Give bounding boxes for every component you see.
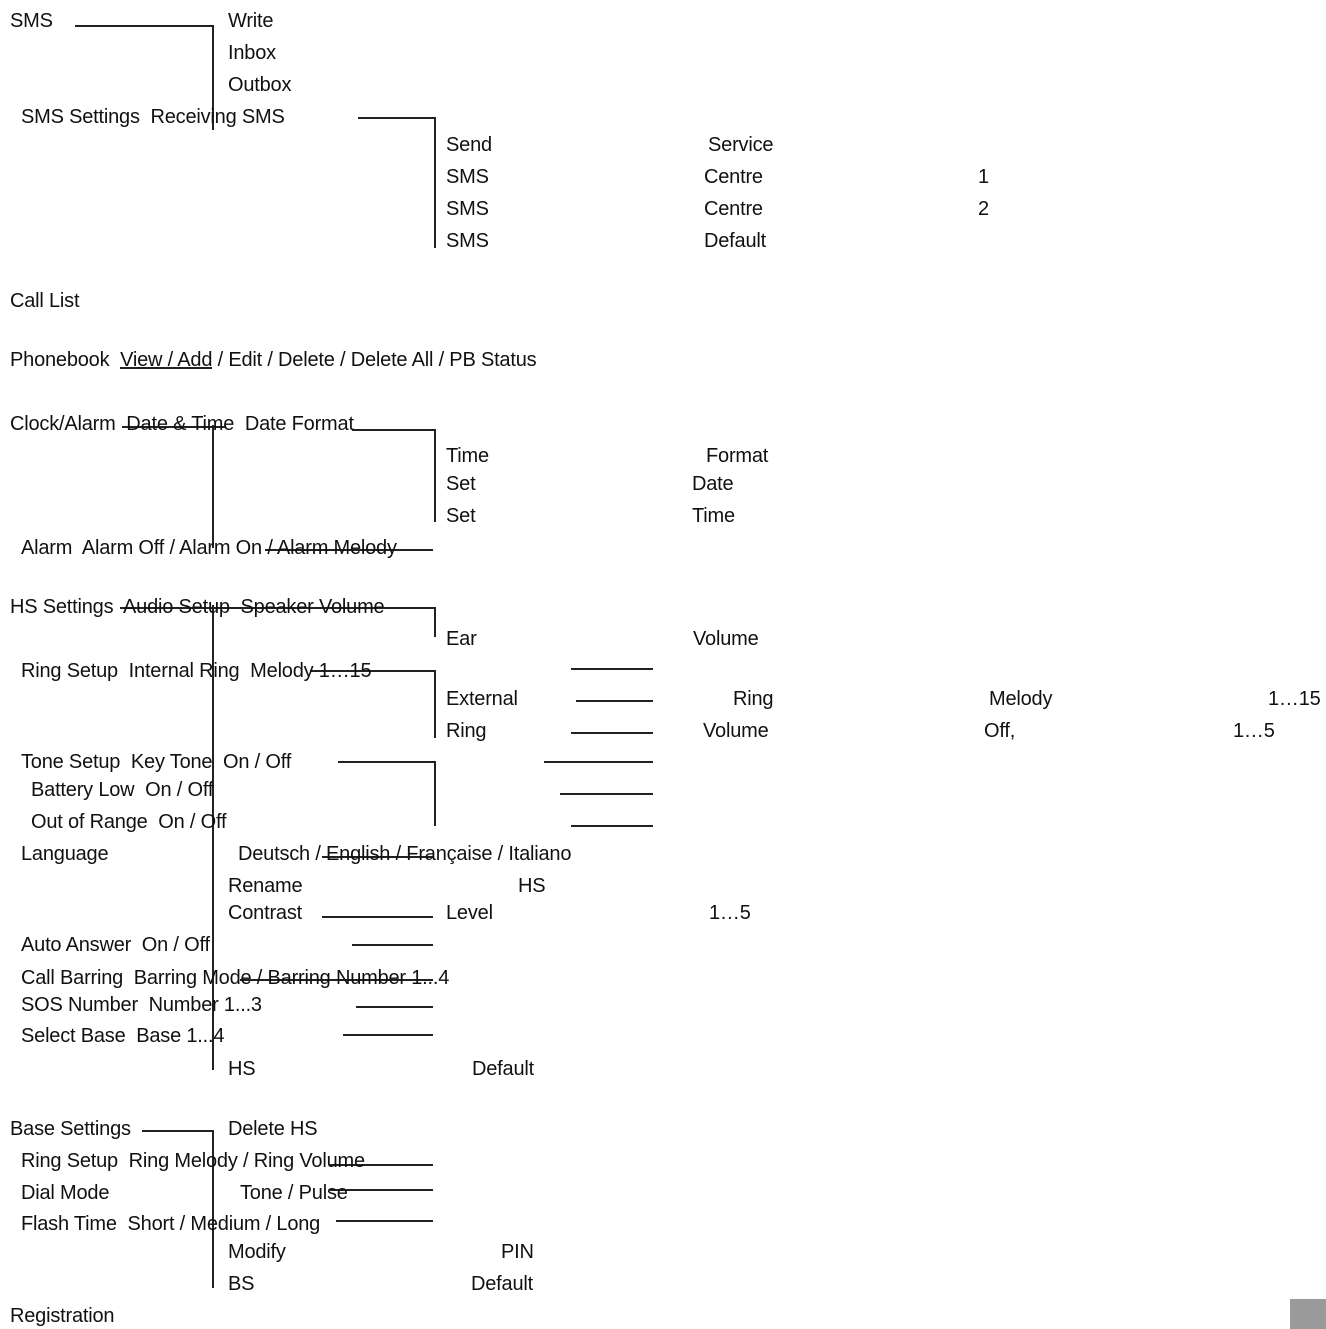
ear-a: Ear <box>446 628 477 650</box>
sms-row-a: SMS <box>446 166 489 188</box>
set-time-b: Time <box>692 505 735 527</box>
sms-row-a: Send <box>446 134 492 156</box>
language-label: Language <box>21 843 109 865</box>
sms-title: SMS <box>10 10 53 32</box>
sms-row-a: SMS <box>446 230 489 252</box>
rename-a: Rename <box>228 875 303 897</box>
external-c: Melody <box>989 688 1053 710</box>
sms-row-a: SMS <box>446 198 489 220</box>
bs-a: BS <box>228 1273 255 1295</box>
sms-row-b: Default <box>704 230 766 252</box>
delete-hs: Delete HS <box>228 1118 318 1140</box>
hs-settings: HS Settings Audio Setup Speaker Volume <box>10 596 385 618</box>
alarm: Alarm Alarm Off / Alarm On / Alarm Melody <box>21 537 397 559</box>
ring-d: 1…5 <box>1233 720 1275 742</box>
sms-write: Write <box>228 10 274 32</box>
sms-row-b: Centre <box>704 198 763 220</box>
auto-answer: Auto Answer On / Off <box>21 934 210 956</box>
set-date-b: Date <box>692 473 734 495</box>
date-format-connector <box>352 430 435 522</box>
select-base: Select Base Base 1...4 <box>21 1025 225 1047</box>
bs-b: Default <box>471 1273 533 1295</box>
battery-low: Battery Low On / Off <box>31 779 214 801</box>
external-a: External <box>446 688 518 710</box>
sms-row-c: 2 <box>978 198 989 220</box>
sms-outbox: Outbox <box>228 74 292 96</box>
dial-mode: Dial Mode <box>21 1182 110 1204</box>
ring-a: Ring <box>446 720 487 742</box>
call-list: Call List <box>10 290 80 312</box>
sms-settings-connector <box>358 118 435 248</box>
ring-c: Off, <box>984 720 1016 742</box>
external-d: 1…15 <box>1268 688 1321 710</box>
sms-inbox: Inbox <box>228 42 276 64</box>
sms-row-b: Centre <box>704 166 763 188</box>
dial-options: Tone / Pulse <box>240 1182 348 1204</box>
registration: Registration <box>10 1305 115 1327</box>
hs-default-a: HS <box>228 1058 256 1080</box>
sos-number: SOS Number Number 1...3 <box>21 994 262 1016</box>
sms-settings: SMS Settings Receiving SMS <box>21 106 285 128</box>
flash-time: Flash Time Short / Medium / Long <box>21 1213 321 1235</box>
external-b: Ring <box>733 688 774 710</box>
time-format-b: Format <box>706 445 769 467</box>
set-time-a: Set <box>446 505 476 527</box>
ring-b: Volume <box>703 720 769 742</box>
sms-row-b: Service <box>708 134 774 156</box>
language-options: Deutsch / English / Française / Italiano <box>238 843 572 865</box>
tone-setup-connector <box>338 762 435 826</box>
base-settings: Base Settings <box>10 1118 131 1140</box>
sms-row-c: 1 <box>978 166 989 188</box>
out-of-range: Out of Range On / Off <box>31 811 227 833</box>
contrast-b: Level <box>446 902 493 924</box>
clock-alarm: Clock/Alarm Date & Time Date Format <box>10 413 354 435</box>
ear-b: Volume <box>693 628 759 650</box>
base-ring-setup: Ring Setup Ring Melody / Ring Volume <box>21 1150 365 1172</box>
tone-setup: Tone Setup Key Tone On / Off <box>21 751 292 773</box>
contrast-c: 1…5 <box>709 902 751 924</box>
rename-b: HS <box>518 875 546 897</box>
ring-setup: Ring Setup Internal Ring Melody 1…15 <box>21 660 372 682</box>
hs-default-b: Default <box>472 1058 534 1080</box>
corner-block <box>1290 1299 1326 1329</box>
time-format-a: Time <box>446 445 489 467</box>
call-barring: Call Barring Barring Mode / Barring Number 1...4 <box>21 967 450 989</box>
phonebook: Phonebook View / Add / Edit / Delete / Delete All / PB Status <box>10 349 537 371</box>
modify-b: PIN <box>501 1241 534 1263</box>
set-date-a: Set <box>446 473 476 495</box>
contrast-a: Contrast <box>228 902 302 924</box>
modify-a: Modify <box>228 1241 286 1263</box>
